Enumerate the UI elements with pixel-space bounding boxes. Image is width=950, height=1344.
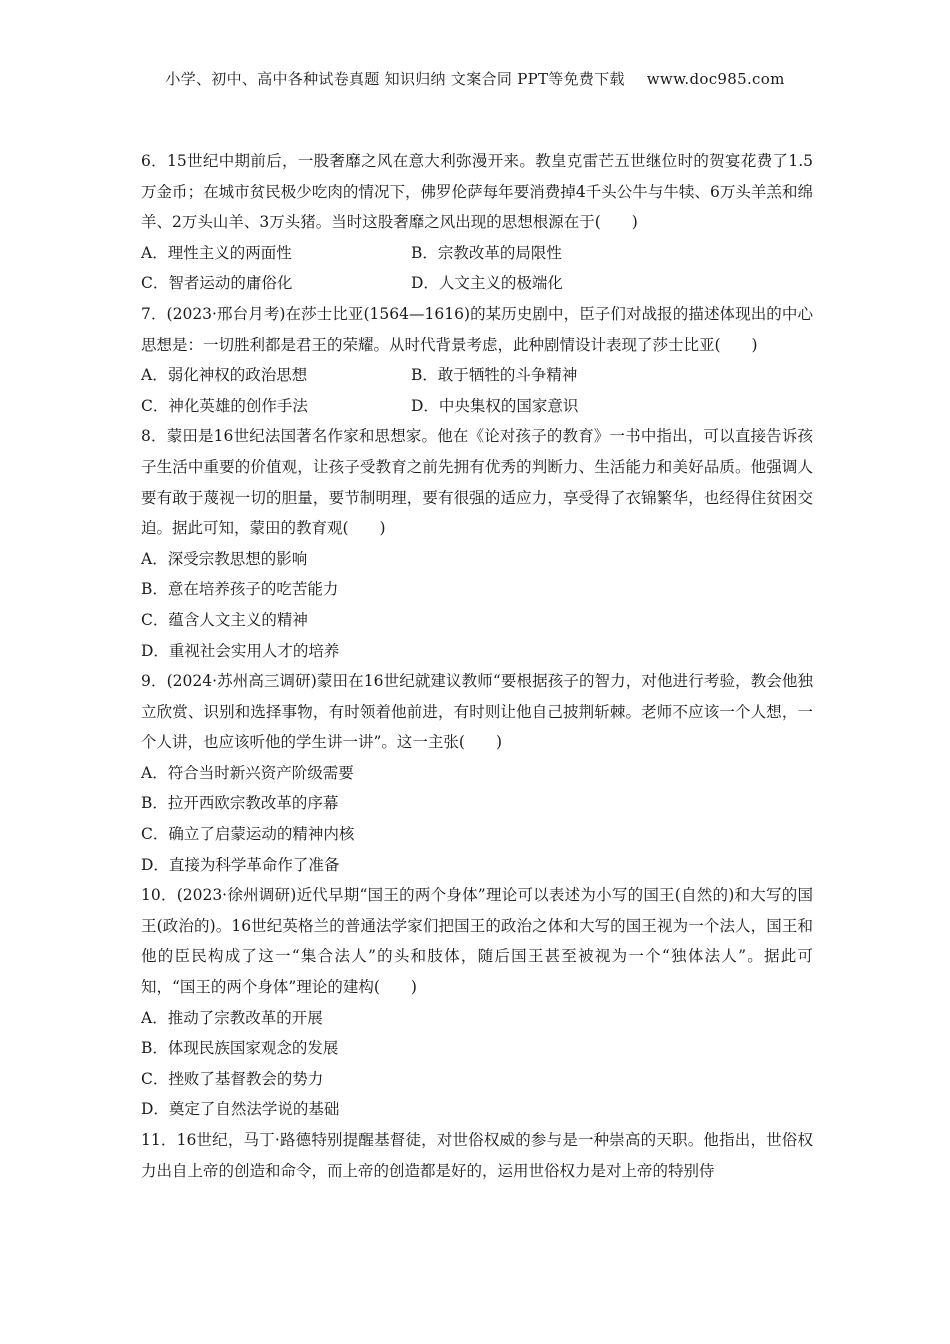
question-stem: 10．(2023·徐州调研)近代早期“国王的两个身体”理论可以表述为小写的国王(自然的)和大写的国王(政治的)。16世纪英格兰的普通法学家们把国王的政治之体和大写的国王视为一个法人，国王和他的臣民构成了这一“集合法人”的头和肢体，随后国王甚至被视为一个“独体法人”。据此可知，“国王的两个身体”理论的建构( ) (141, 886, 813, 997)
option-b: B．敢于牺牲的斗争精神 (411, 366, 578, 385)
option-d: D．直接为科学革命作了准备 (141, 855, 340, 874)
option-a: A．深受宗教思想的影响 (141, 549, 308, 568)
option-b: B．拉开西欧宗教改革的序幕 (141, 794, 339, 813)
question-stem: 8．蒙田是16世纪法国著名作家和思想家。他在《论对孩子的教育》一书中指出，可以直接告诉孩子生活中重要的价值观，让孩子受教育之前先拥有优秀的判断力、生活能力和美好品质。他强调人要有敢于蔑视一切的胆量，要节制明理，要有很强的适应力，享受得了衣锦繁华，也经得住贫困交迫。据此可知，蒙田的教育观( ) (141, 427, 813, 538)
option-a: A．弱化神权的政治思想 (141, 366, 308, 385)
question-stem: 9．(2024·苏州高三调研)蒙田在16世纪就建议教师“要根据孩子的智力，对他进行考验，教会他独立欣赏、识别和选择事物，有时领着他前进，有时则让他自己披荆斩棘。老师不应该一个人想，一个人讲，也应该听他的学生讲一讲”。这一主张( ) (141, 672, 813, 752)
question-list (141, 146, 813, 1186)
option-c: C．智者运动的庸俗化 (141, 274, 293, 293)
option-c: C．确立了启蒙运动的精神内核 (141, 825, 355, 844)
question-10 (141, 880, 813, 1125)
header-text: 小学、初中、高中各种试卷真题 知识归纳 文案合同 PPT等免费下载 (165, 70, 625, 88)
option-c: C．神化英雄的创作手法 (141, 396, 308, 415)
question-stem: 7．(2023·邢台月考)在莎士比亚(1564—1616)的某历史剧中，臣子们对战报的描述体现出的中心思想是：一切胜利都是君王的荣耀。从时代背景考虑，此种剧情设计表现了莎士比亚( ) (141, 304, 813, 354)
question-6 (141, 146, 813, 299)
option-a: A．符合当时新兴资产阶级需要 (141, 763, 354, 782)
option-b: B．体现民族国家观念的发展 (141, 1039, 339, 1058)
option-c: C．蕴含人文主义的精神 (141, 610, 308, 629)
option-row (141, 391, 813, 422)
option-b: B．意在培养孩子的吃苦能力 (141, 580, 339, 599)
question-stem: 11．16世纪，马丁·路德特别提醒基督徒，对世俗权威的参与是一种崇高的天职。他指出，世俗权力出自上帝的创造和命令，而上帝的创造都是好的，运用世俗权力是对上帝的特别侍 (141, 1131, 813, 1180)
option-d: D．奠定了自然法学说的基础 (141, 1100, 340, 1119)
option-c: C．挫败了基督教会的势力 (141, 1069, 324, 1088)
page-header (0, 68, 950, 89)
header-site: www.doc985.com (646, 70, 785, 88)
question-11 (141, 1125, 813, 1186)
option-row (141, 360, 813, 391)
option-row (141, 268, 813, 299)
question-9 (141, 666, 813, 880)
option-a: A．理性主义的两面性 (141, 243, 292, 262)
option-d: D．中央集权的国家意识 (411, 396, 579, 415)
option-d: D．重视社会实用人才的培养 (141, 641, 340, 660)
question-stem: 6．15世纪中期前后，一股奢靡之风在意大利弥漫开来。教皇克雷芒五世继位时的贺宴花费了1.5万金币；在城市贫民极少吃肉的情况下，佛罗伦萨每年要消费掉4千头公牛与牛犊、6万头羊羔和绵羊、2万头山羊、3万头猪。当时这股奢靡之风出现的思想根源在于( ) (141, 152, 813, 232)
option-row (141, 238, 813, 269)
option-d: D．人文主义的极端化 (411, 274, 563, 293)
question-8 (141, 421, 813, 666)
question-7 (141, 299, 813, 421)
option-b: B．宗教改革的局限性 (411, 243, 562, 262)
option-a: A．推动了宗教改革的开展 (141, 1008, 323, 1027)
